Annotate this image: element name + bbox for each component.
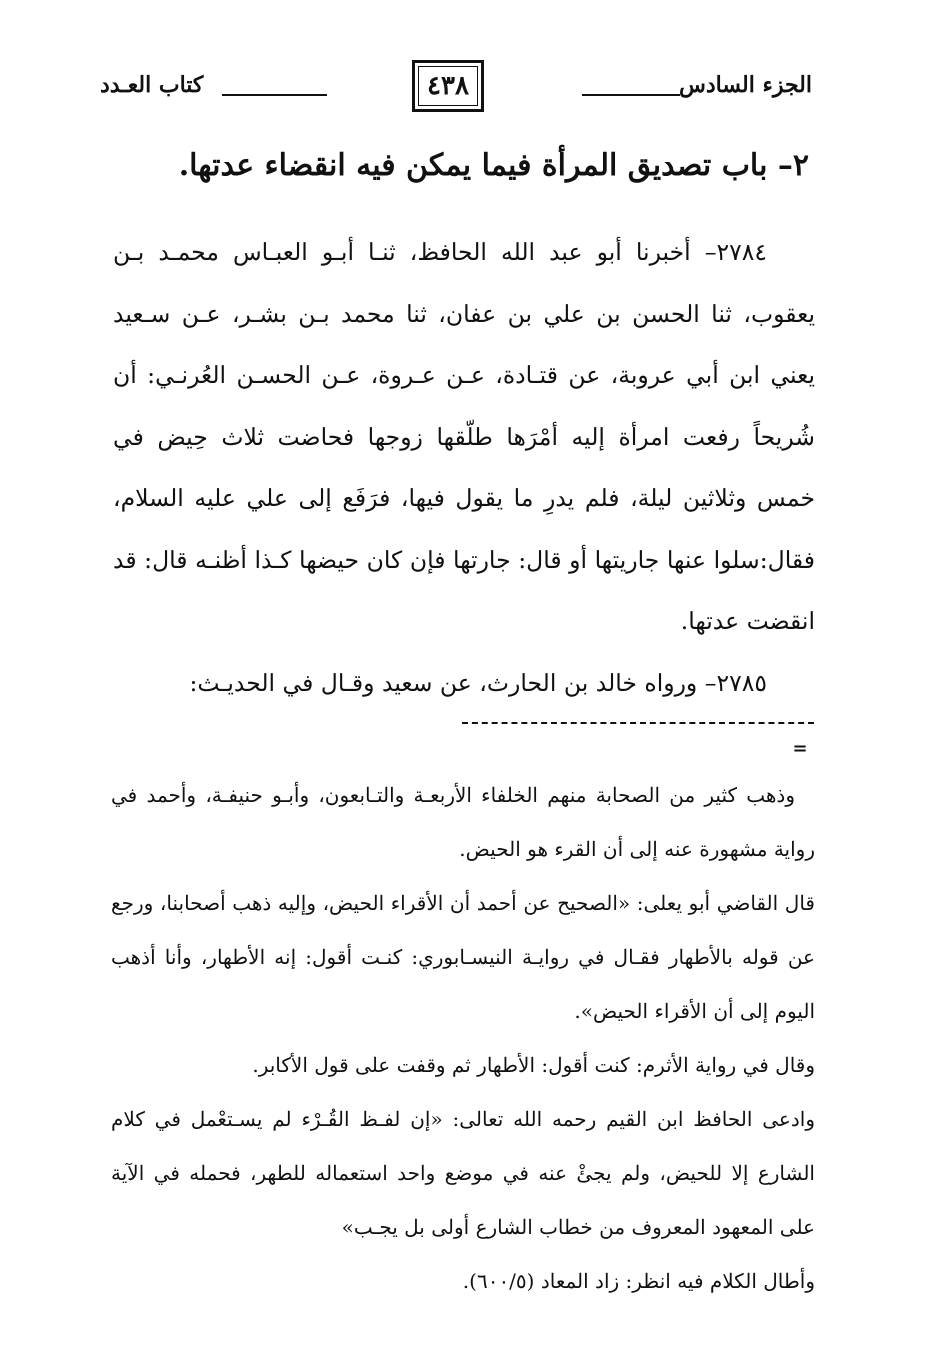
footnote-separator [462, 722, 814, 724]
page-number: ٤٣٨ [427, 71, 469, 101]
book-label: كتاب العـدد [100, 72, 204, 98]
hadith-2784: ٢٧٨٤– أخبرنا أبو عبد الله الحافظ، ثنـا أبـو العبـاس محمـد بـن يعقوب، ثنا الحسن بن علي بن عفان، ثنا محمد بـن بشـر، عـن سـعيد يعني ابن أبي عروبة، عن قتـادة، عـن عـروة، عـن الحسـن العُرنـي: أن شُريحاً رفعت امرأة إليه أمْرَها طلّقها زوجها فحاضت ثلاث حِيض في خمس وثلاثين ليلة، فلم يدرِ ما يقول فيها، فرَفَع إلى علي عليه السلام، فقال:سلوا عنها جاريتها أو قال: جارتها فإن كان حيضها كـذا أظنـه قال: قد انقضت عدتها. [113, 238, 815, 635]
hadith-2785: ٢٧٨٥– ورواه خالد بن الحارث، عن سعيد وقـال في الحديـث: [189, 668, 767, 697]
footnote-para-4: وادعى الحافظ ابن القيم رحمه الله تعالى: «إن لفـظ القُـرْء لم يسـتعْمل في كلام الشارع إلا للحيض، ولم يجئْ عنه في موضع واحد استعماله للطهر، فحمله في الآية على المعهود المعروف من خطاب الشارع أولى بل يجـب» [111, 1107, 815, 1239]
footnote-para-2: قال القاضي أبو يعلى: «الصحيح عن أحمد أن الأقراء الحيض، وإليه ذهب أصحابنا، ورجع عن قوله بالأطهار فقـال في روايـة النيسـابوري: كنـت أقول: إنه الأطهار، وأنا أذهب اليوم إلى أن الأقراء الحيض». [111, 891, 815, 1023]
footnote-para-3: وقال في رواية الأثرم: كنت أقول: الأطهار ثم وقفت على قول الأكابر. [252, 1053, 815, 1077]
footnote-para-5: وأطال الكلام فيه انظر: زاد المعاد (٦٠٠/٥). [462, 1269, 815, 1293]
main-text [113, 222, 815, 714]
page-number-inner-frame [418, 66, 478, 106]
footnotes [111, 768, 815, 1308]
header-rule-right [582, 94, 680, 96]
page-number-box [412, 60, 484, 112]
chapter-title: ٢– باب تصديق المرأة فيما يمكن فيه انقضاء عدتها. [178, 148, 809, 183]
footnote-para-1: وذهب كثير من الصحابة منهم الخلفاء الأربعـة والتـابعون، وأبـو حنيفـة، وأحمد في رواية مشهورة عنه إلى أن القرء هو الحيض. [111, 783, 815, 861]
footnote-continuation-mark: = [792, 738, 808, 759]
header-rule-left [222, 94, 327, 96]
running-header [100, 60, 812, 118]
volume-label: الجزء السادس [679, 72, 812, 98]
